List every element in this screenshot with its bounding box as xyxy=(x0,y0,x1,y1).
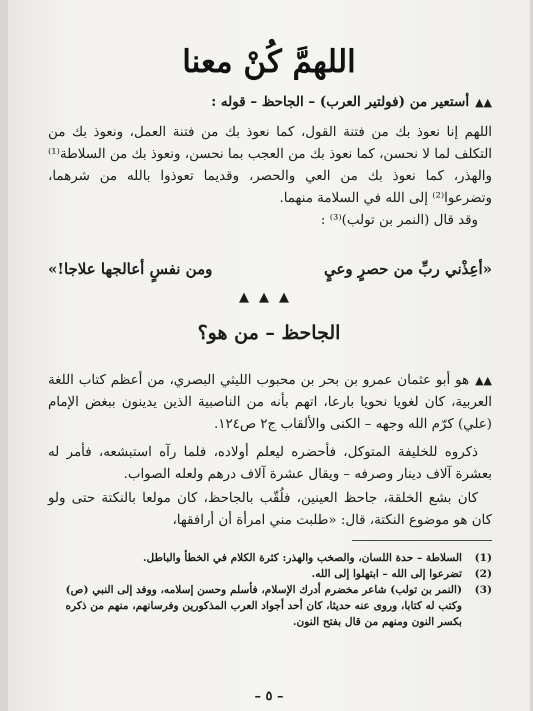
footnote-number: (1) xyxy=(474,552,492,564)
verse-first-hemistich: «أعِذْني ربِّ من حصرٍ وعيٍ xyxy=(323,260,492,278)
bullet-icon: ▲▲ xyxy=(475,374,492,387)
paragraph-biography xyxy=(48,370,492,436)
book-page xyxy=(8,0,530,711)
paragraph-prayer xyxy=(48,122,492,232)
footnotes xyxy=(48,550,492,630)
paragraph-prayer-text: اللهم إنا نعوذ بك من فتنة القول، كما نعوذ بك من فتنة العمل، ونعوذ بك من التكلف لما لا نحسن، كما نعوذ بك من العجب بما نحسن، ونعوذ بك من السلاطة⁽¹⁾ والهذر، كما نعوذ بك من العي والحصر، وقديما تعوذوا بالله من شرهما، وتضرعوا⁽²⁾ إلى الله في السلامة منهما. xyxy=(48,125,492,206)
footnote-separator xyxy=(352,540,492,541)
verse-second-hemistich: ومن نفسٍ أعالجها علاجا!» xyxy=(48,260,213,278)
intro-line xyxy=(48,94,492,110)
poem-verse xyxy=(48,258,492,280)
section-divider: ▲▲▲ xyxy=(239,290,299,305)
paragraph-appearance: كان بشع الخلقة، جاحظ العينين، فلُقّب بالجاحظ، كان مولعا بالنكتة حتى ولو كان هو موضوع النكتة، قال: «طلبت مني امرأة أن أرافقها، xyxy=(48,491,492,528)
footnote-3 xyxy=(48,582,492,630)
intro-text: أستعير من (فولتير العرب) – الجاحظ – قوله : xyxy=(211,94,470,110)
footnote-2 xyxy=(48,566,492,582)
footnote-text: السلاطة – حدة اللسان، والصخب والهذر: كثرة الكلام في الخطأ والباطل. xyxy=(142,552,462,564)
paragraph-caliph: ذكروه للخليفة المتوكل، فأحضره ليعلم أولاده، فلما رآه استبشعه، فأمر له بعشرة آلاف دينار وصرفه – ويقال عشرة آلاف درهم ولعله الصواب. xyxy=(48,445,492,482)
footnote-1 xyxy=(48,550,492,566)
section-heading: الجاحظ – من هو؟ xyxy=(197,322,341,344)
paragraph-prayer-quote-intro: وقد قال (النمر بن تولب)⁽³⁾ : xyxy=(320,213,478,228)
page-title: اللهمَّ كُنْ معنا xyxy=(182,44,356,80)
footnote-number: (2) xyxy=(474,568,492,580)
paragraph-biography-text: هو أبو عثمان عمرو بن بحر بن محبوب الليثي البصري، من أعظم كتاب اللغة العربية، كان لغويا نحويا بارعا، اتهم بأنه من الناصبية الذين يدينون ببغض الإمام (علي) كرّم الله وجهه – الكنى والألقاب ج٢ ص١٢٤. xyxy=(48,373,492,432)
footnote-text: (النمر بن تولب) شاعر مخضرم أدرك الإسلام، فأسلم وحسن إسلامه، ووفد إلى النبي (ص) وكتب له كتابا، وروى عنه حديثا، كان أحد أجواد العرب المذكورين وفرسانهم، منهم من ذكره بكسر النون ومنهم من قال بفتح النون. xyxy=(65,584,462,628)
page-number: – ٥ – xyxy=(254,689,284,704)
footnote-number: (3) xyxy=(474,584,492,596)
footnote-text: تضرعوا إلى الله – ابتهلوا إلى الله. xyxy=(311,568,462,580)
bullet-icon: ▲▲ xyxy=(475,96,492,109)
